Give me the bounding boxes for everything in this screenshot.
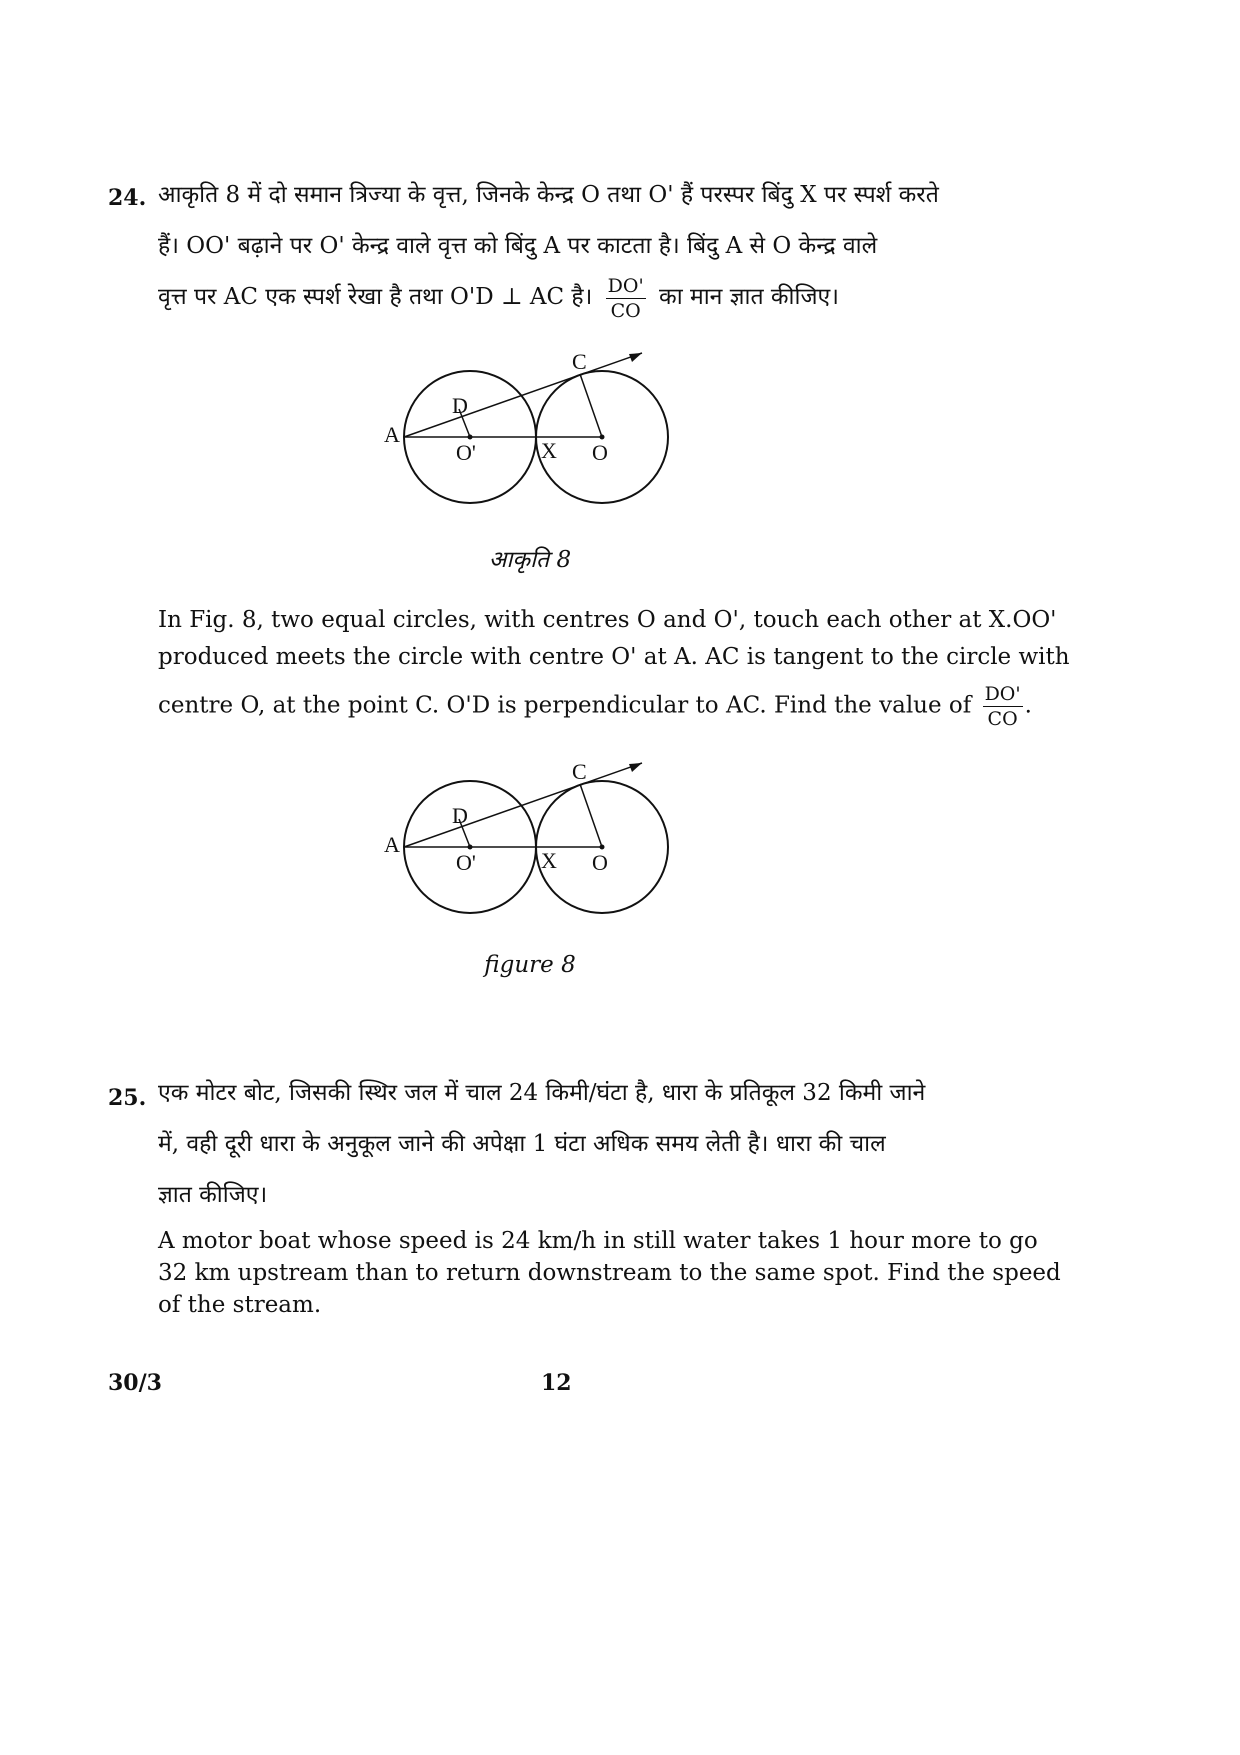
label-c: C <box>572 349 587 374</box>
fraction-do-co-hindi <box>606 274 646 323</box>
q25-hindi-line-3: ज्ञात कीजिए। <box>158 1182 268 1208</box>
q25-english-line-3: of the stream. <box>158 1292 322 1318</box>
q24-hindi-line-1: आकृति 8 में दो समान त्रिज्या के वृत्त, जिनके केन्द्र O तथा O' हैं परस्पर बिंदु X पर स्पर्श करते <box>158 182 939 208</box>
label-o-prime: O' <box>456 440 476 465</box>
q24-english-line-2: produced meets the circle with centre O' at A. AC is tangent to the circle with <box>158 644 1070 670</box>
label-o-prime: O' <box>456 850 476 875</box>
tangent-ac <box>404 353 642 437</box>
figure-caption-hindi: आकृति 8 <box>488 547 572 573</box>
tangent-ac <box>404 763 642 847</box>
fraction-denominator: CO <box>987 708 1018 730</box>
label-o: O <box>592 440 608 465</box>
fraction-do-co-english <box>983 682 1023 731</box>
label-o: O <box>592 850 608 875</box>
q25-hindi-line-2: में, वही दूरी धारा के अनुकूल जाने की अपेक्षा 1 घंटा अधिक समय लेती है। धारा की चाल <box>158 1131 886 1157</box>
label-d: D <box>452 803 468 828</box>
q25-hindi-text <box>158 1068 953 1221</box>
point-o-prime <box>468 435 473 440</box>
q24-english-line-3-post: . <box>1024 692 1032 719</box>
q24-english-line-3 <box>158 682 1032 731</box>
figure-caption-english: figure 8 <box>484 952 576 978</box>
label-a: A <box>384 832 400 857</box>
fraction-numerator: DO' <box>984 683 1021 705</box>
point-o <box>600 845 605 850</box>
q24-hindi-line-3 <box>158 272 953 323</box>
paper-code: 30/3 <box>108 1370 162 1396</box>
fraction-denominator: CO <box>610 299 641 322</box>
point-o-prime <box>468 845 473 850</box>
q25-english-text <box>158 1225 1061 1321</box>
fraction-numerator: DO' <box>607 274 644 297</box>
arrowhead <box>629 763 642 772</box>
q24-english-line-3-pre: centre O, at the point C. O'D is perpendicular to AC. Find the value of <box>158 692 972 719</box>
label-c: C <box>572 759 587 784</box>
question-number-24: 24. <box>108 185 147 211</box>
label-d: D <box>452 393 468 418</box>
q24-hindi-line-2: हैं। OO' बढ़ाने पर O' केन्द्र वाले वृत्त को बिंदु A पर काटता है। बिंदु A से O केन्द्र वाले <box>158 233 878 259</box>
figure-8-hindi <box>370 340 690 520</box>
radius-oc <box>580 784 602 847</box>
q25-hindi-line-1: एक मोटर बोट, जिसकी स्थिर जल में चाल 24 किमी/घंटा है, धारा के प्रतिकूल 32 किमी जाने <box>158 1080 926 1106</box>
q25-english-line-1: A motor boat whose speed is 24 km/h in still water takes 1 hour more to go <box>158 1228 1038 1254</box>
point-o <box>600 435 605 440</box>
q24-hindi-line-3-post: का मान ज्ञात कीजिए। <box>659 284 839 310</box>
q25-english-line-2: 32 km upstream than to return downstream to the same spot. Find the speed <box>158 1260 1061 1286</box>
page-number: 12 <box>541 1370 572 1396</box>
figure-8-english <box>370 750 690 930</box>
q24-hindi-line-3-pre: वृत्त पर AC एक स्पर्श रेखा है तथा O'D ⊥ AC है। <box>158 284 593 310</box>
radius-oc <box>580 374 602 437</box>
q24-english-line-1: In Fig. 8, two equal circles, with centres O and O', touch each other at X.OO' <box>158 607 1057 633</box>
label-x: X <box>541 848 557 873</box>
q24-hindi-text <box>158 170 953 323</box>
label-x: X <box>541 438 557 463</box>
q24-english-text <box>158 602 1070 731</box>
label-a: A <box>384 422 400 447</box>
question-number-25: 25. <box>108 1085 147 1111</box>
arrowhead <box>629 353 642 362</box>
